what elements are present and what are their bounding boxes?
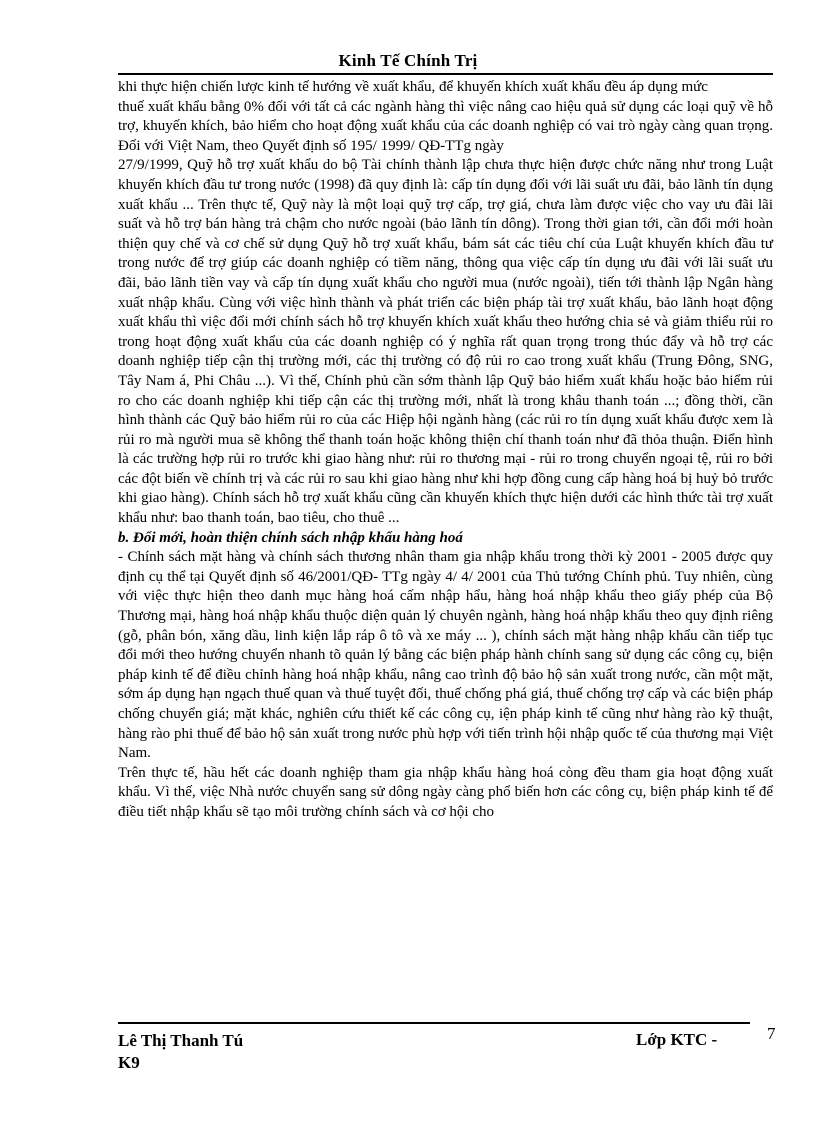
page-number: 7	[767, 1024, 776, 1043]
paragraph-3: 27/9/1999, Quỹ hỗ trợ xuất khẩu do bộ Tài chính thành lập chưa thực hiện được chức năng như trong Luật khuyến khích đầu tư trong nước (1998) đã quy định là: cấp tín dụng đối với lãi suất ưu đãi, bảo lãnh tín dụng xuất khẩu ... Trên thực tế, Quỹ này là một loại quỹ trợ cấp, trợ giá, chưa làm được việc cho vay ưu đãi lãi suất và hỗ trợ bán hàng trả chậm cho nước ngoài (bảo lãnh tín dông). Trong thời gian tới, cần đổi mới hoàn thiện quy chế và cơ chế sử dụng Quỹ hỗ trợ xuất khẩu, bám sát các tiêu chí của Luật khuyến khích đầu tư trong nước để trợ giúp các doanh nghiệp có tiềm năng, thông qua việc cấp tín dụng ưu đãi với lãi suất ưu đãi, bảo lãnh tiền vay và cấp tín dụng xuất khẩu cho người mua (nước ngoài), tiến tới thành lập Ngân hàng xuất nhập khẩu. Cùng với việc hình thành và phát triển các biện pháp tài trợ xuất khẩu, bảo lãnh hoạt động xuất khẩu thì việc đổi mới chính sách hỗ trợ khuyến khích xuất khẩu theo hướng chia sẻ và giảm thiểu rủi ro trong hoạt động xuất khẩu của các doanh nghiệp có ý nghĩa rất quan trọng trong thúc đẩy và hỗ trợ các doanh nghiệp tiếp cận thị trường mới, các thị trường có độ rủi ro cao trong xuất khẩu (Trung Đông, SNG, Tây Nam á, Phi Châu ...). Vì thế, Chính phủ cần sớm thành lập Quỹ bảo hiểm xuất khẩu hoặc bảo hiểm rủi ro cho các doanh nghiệp khi tiếp cận các thị trường mới, nhất là trong khâu thanh toán ...; đồng thời, cần hình thành các Quỹ bảo hiểm rủi ro của các Hiệp hội ngành hàng (các rủi ro tín dụng xuất khẩu được xem là rủi ro mà người mua sẽ không thể thanh toán hoặc không thiện chí thanh toán như đã thỏa thuận. Điển hình là các trường hợp rủi ro trước khi giao hàng như: rủi ro thương mại - rủi ro trong chuyển ngoại tệ, rủi ro bởi các đột biến về chính trị và các rủi ro sau khi giao hàng như khi hợp đồng cung cấp hàng hoá bị huỷ bỏ trước khi giao hàng). Chính sách hỗ trợ xuất khẩu cũng cần khuyến khích thực hiện dưới các hình thức tài trợ xuất khẩu như: bao thanh toán, bao tiêu, cho thuê ...	[118, 157, 773, 527]
footer-divider	[118, 1022, 750, 1024]
document-body	[118, 78, 773, 823]
section-heading: b. Đổi mới, hoàn thiện chính sách nhập khẩu hàng hoá	[118, 529, 463, 546]
footer-author-cohort: K9	[118, 1053, 140, 1072]
paragraph-1: khi thực hiện chiến lược kinh tế hướng về xuất khẩu, để khuyến khích xuất khẩu đều áp dụng mức	[118, 79, 708, 95]
page-header-title: Kinh Tế Chính Trị	[338, 51, 478, 70]
footer-author-name: Lê Thị Thanh Tú	[118, 1031, 244, 1050]
paragraph-5: Trên thực tế, hầu hết các doanh nghiệp tham gia nhập khẩu hàng hoá còng đều tham gia hoạt động xuất khẩu. Vì thế, việc Nhà nước chuyển sang sử dông ngày càng phổ biến hơn các công cụ, biện pháp kinh tế để điều tiết nhập khẩu sẽ tạo môi trường chính sách và cơ hội cho	[118, 764, 773, 820]
paragraph-2: thuế xuất khẩu bằng 0% đối với tất cả các ngành hàng thì việc nâng cao hiệu quả sử dụng các loại quỹ về hỗ trợ, khuyến khích, bảo hiểm cho hoạt động xuất khẩu của các doanh nghiệp có vai trò ngày càng quan trọng. Đối với Việt Nam, theo Quyết định số 195/ 1999/ QĐ-TTg ngày	[118, 98, 773, 154]
header-divider	[118, 73, 773, 75]
paragraph-4: - Chính sách mặt hàng và chính sách thương nhân tham gia nhập khẩu trong thời kỳ 2001 - 2005 được quy định cụ thể tại Quyết định số 46/2001/QĐ- TTg ngày 4/ 4/ 2001 của Thủ tướng Chính phủ. Tuy nhiên, cùng với việc thực hiện theo danh mục hàng hoá cấm nhập hẩu, hàng hoá nhập khẩu theo giấy phép của Bộ Thương mại, hàng hoá nhập khẩu thuộc diện quản lý chuyên ngành, hàng hoá nhập khẩu theo quy định riêng (gỗ, phân bón, xăng dầu, linh kiện lắp ráp ô tô và xe máy ... ), chính sách mặt hàng nhập khẩu cần tiếp tục đổi mới theo hướng chuyển nhanh tõ quản lý bằng các biện pháp hành chính sang sử dụng các công cụ, biện pháp kinh tế để điều chỉnh hàng hoá nhập khẩu, nâng cao trình độ bảo hộ sản xuất trong nước, cần một mặt, sớm áp dụng hạn ngạch thuế quan và thuế tuyệt đối, thuế chống phá giá, thuế chống trợ cấp và các biện pháp chống chuyển giá; mặt khác, nghiên cứu thiết kế các công cụ, iện pháp kinh tế cũng như hàng rào kỹ thuật, hàng rào phi thuế để bảo hộ sản xuất trong nước phù hợp với tiến trình hội nhập quốc tế của thương mại Việt Nam.	[118, 549, 773, 762]
footer-class-label: Lớp KTC -	[636, 1030, 718, 1049]
footer-author	[118, 1030, 318, 1074]
